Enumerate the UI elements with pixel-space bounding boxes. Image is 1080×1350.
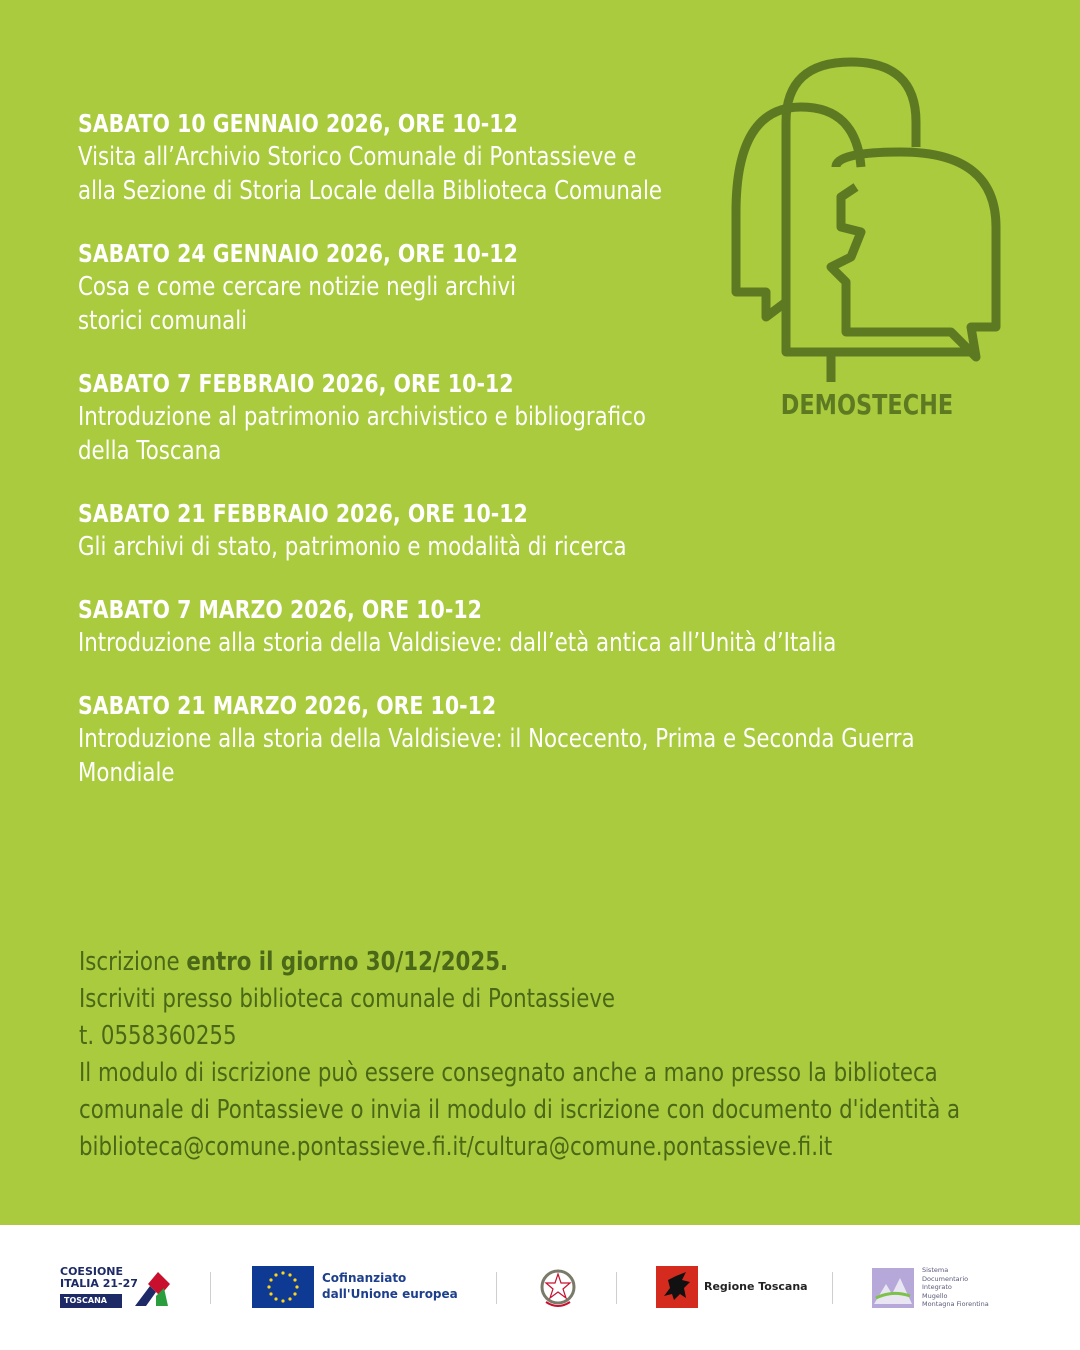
- eu-text-line1: Cofinanziato: [322, 1271, 407, 1285]
- eu-text-line2: dall'Unione europea: [322, 1287, 458, 1301]
- registration-deadline: [79, 944, 981, 981]
- email-addresses[interactable]: biblioteca@comune.pontassieve.fi.it/cultura@comune.pontassieve.fi.it: [79, 1132, 833, 1162]
- regione-label: Regione Toscana: [704, 1280, 808, 1293]
- logo-wordmark: DEMOSTECHE: [780, 388, 954, 421]
- registration-prefix: Iscrizione: [79, 947, 187, 977]
- event-description-line: Introduzione alla storia della Valdisieve: il Nocecento, Prima e Seconda Guerra: [78, 724, 915, 754]
- registration-deadline-date: entro il giorno 30/12/2025.: [186, 947, 509, 977]
- sdi-line: Sistema: [922, 1266, 949, 1274]
- info-line: comunale di Pontassieve o invia il modulo di iscrizione con documento d'identità a: [79, 1095, 961, 1125]
- footer-divider: [210, 1272, 211, 1304]
- event-description-line: alla Sezione di Storia Locale della Biblioteca Comunale: [78, 176, 663, 206]
- coesione-line2: ITALIA 21-27: [60, 1277, 138, 1290]
- event-description-line: Cosa e come cercare notizie negli archivi: [78, 272, 517, 302]
- coesione-region: TOSCANA: [60, 1294, 122, 1308]
- pegasus-icon: [656, 1266, 698, 1308]
- event-description-line: Introduzione alla storia della Valdisieve: dall’età antica all’Unità d’Italia: [78, 628, 837, 658]
- event-item: [78, 690, 1038, 790]
- event-item: [78, 498, 1038, 564]
- registration-info: [79, 944, 981, 1166]
- sdi-mugello-logo: [872, 1266, 1022, 1310]
- event-description-line: Visita all’Archivio Storico Comunale di Pontassieve e: [78, 142, 637, 172]
- eu-cofunding-logo: [252, 1266, 472, 1310]
- event-description-line: storici comunali: [78, 306, 248, 336]
- coesione-italia-logo: [60, 1266, 172, 1310]
- sdi-line: Integrato: [922, 1283, 952, 1291]
- coesione-line1: COESIONE: [60, 1265, 124, 1278]
- regione-toscana-logo: [656, 1266, 806, 1310]
- footer-divider: [616, 1272, 617, 1304]
- footer-divider: [496, 1272, 497, 1304]
- event-description-line: Introduzione al patrimonio archivistico e bibliografico: [78, 402, 646, 432]
- event-date: SABATO 21 MARZO 2026, ORE 10-12: [78, 691, 497, 720]
- sdi-line: Documentario: [922, 1274, 969, 1283]
- event-description-line: della Toscana: [78, 436, 222, 466]
- event-date: SABATO 7 FEBBRAIO 2026, ORE 10-12: [78, 369, 514, 398]
- event-date: SABATO 7 MARZO 2026, ORE 10-12: [78, 595, 482, 624]
- eu-text: [322, 1270, 458, 1302]
- coesione-arrow-icon: [130, 1268, 172, 1308]
- footer-divider: [832, 1272, 833, 1304]
- event-date: SABATO 10 GENNAIO 2026, ORE 10-12: [78, 109, 518, 138]
- event-description-line: Mondiale: [78, 758, 175, 788]
- info-line: Il modulo di iscrizione può essere consegnato anche a mano presso la biblioteca: [79, 1058, 938, 1088]
- demosteche-logo-icon: [726, 52, 1008, 382]
- sdi-line: Montagna Fiorentina: [922, 1300, 989, 1308]
- phone-number: t. 0558360255: [79, 1021, 237, 1051]
- italian-republic-emblem-icon: [538, 1266, 578, 1310]
- mountain-icon: [872, 1268, 914, 1308]
- sdi-text: [922, 1266, 989, 1309]
- sdi-line: Mugello: [922, 1291, 948, 1300]
- event-date: SABATO 24 GENNAIO 2026, ORE 10-12: [78, 239, 518, 268]
- event-description-line: Gli archivi di stato, patrimonio e modalità di ricerca: [78, 532, 627, 562]
- event-date: SABATO 21 FEBBRAIO 2026, ORE 10-12: [78, 499, 528, 528]
- event-item: [78, 594, 1038, 660]
- eu-flag-icon: [252, 1266, 314, 1308]
- info-line: Iscriviti presso biblioteca comunale di Pontassieve: [79, 984, 616, 1014]
